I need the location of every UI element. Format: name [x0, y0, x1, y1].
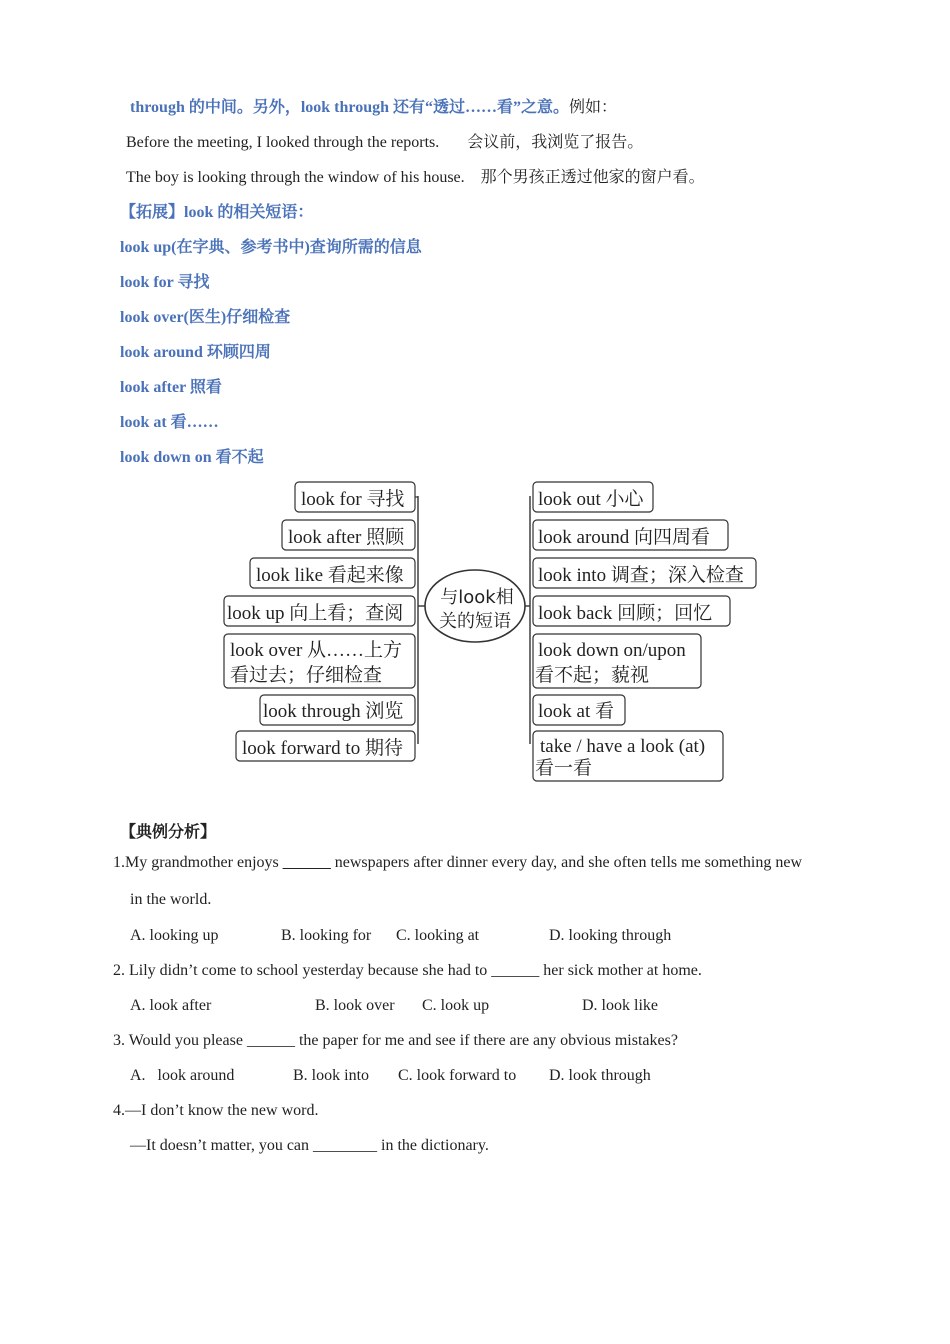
example-sentence-1-en: Before the meeting, I looked through the reports.	[126, 134, 440, 151]
question-3-option-a: A. look around	[130, 1067, 235, 1084]
question-3-option-c: C. look forward to	[398, 1067, 517, 1084]
example-sentence-1	[126, 129, 643, 152]
question-2-option-d: D. look like	[582, 997, 658, 1014]
question-2-option-a: A. look after	[130, 997, 212, 1014]
question-1-option-b: B. looking for	[281, 927, 372, 944]
intro-line-1	[130, 94, 617, 117]
intro-line-1-highlight: through 的中间。另外，look through 还有“透过……看”之意。	[130, 99, 570, 116]
examples-title: 【典例分析】	[120, 824, 217, 841]
mindmap-right-branch	[533, 482, 756, 781]
example-sentence-1-cn: 会议前，我浏览了报告。	[467, 134, 644, 151]
expand-item: look over(医生)仔细检查	[120, 309, 291, 326]
mindmap-center-line-1: 与look相	[440, 587, 514, 608]
mindmap-left-node-text: look forward to 期待	[242, 738, 403, 759]
expand-item: look for 寻找	[120, 274, 210, 291]
question-4-line-1: 4.—I don’t know the new word.	[113, 1102, 319, 1119]
example-sentence-2	[126, 164, 705, 187]
question-1-option-d: D. looking through	[549, 927, 672, 944]
expand-item: look at 看……	[120, 414, 219, 431]
question-1-continuation: in the world.	[130, 891, 212, 908]
look-phrases-mindmap	[0, 476, 950, 796]
mindmap-left-node-text: look for 寻找	[301, 489, 405, 510]
question-2-option-c: C. look up	[422, 997, 490, 1014]
question-3-option-b: B. look into	[293, 1067, 370, 1084]
expand-item: look after 照看	[120, 379, 222, 396]
question-1-option-c: C. looking at	[396, 927, 480, 944]
example-sentence-2-cn: 那个男孩正透过他家的窗户看。	[480, 169, 705, 186]
mindmap-left-branch	[224, 482, 418, 761]
question-1	[113, 854, 802, 872]
mindmap-right-node-text-line-2: 看不起；藐视	[535, 665, 650, 686]
expand-title: 【拓展】look 的相关短语：	[120, 204, 314, 221]
mindmap-right-node-text-line-2: 看一看	[535, 758, 593, 779]
mindmap-left-node-text: look through 浏览	[263, 701, 404, 722]
mindmap-center-line-2: 关的短语	[439, 611, 511, 632]
question-1-blank: ______	[282, 854, 331, 871]
expand-item: look down on 看不起	[120, 449, 264, 466]
question-2: 2. Lily didn’t come to school yesterday because she had to ______ her sick mother at home.	[113, 962, 702, 979]
mindmap-right-node-text: look around 向四周看	[538, 527, 711, 548]
mindmap-left-node-text: look over 从……上方	[230, 640, 403, 661]
mindmap-right-node-text: look into 调查；深入检查	[538, 565, 744, 586]
mindmap-right-node-text: look out 小心	[538, 489, 644, 510]
mindmap-left-node-text: look like 看起来像	[256, 565, 404, 586]
mindmap-right-node-text: look back 回顾；回忆	[538, 603, 713, 624]
intro-line-1-tail: 例如：	[569, 99, 618, 116]
question-2-option-b: B. look over	[315, 997, 395, 1014]
question-3-option-d: D. look through	[549, 1067, 651, 1084]
mindmap-left-node-text: look after 照顾	[288, 527, 405, 548]
mindmap-right-node-text: take / have a look (at)	[540, 736, 706, 757]
mindmap-right-node-text: look at 看	[538, 701, 614, 722]
expand-item: look up(在字典、参考书中)查询所需的信息	[120, 239, 422, 256]
question-1-post: newspapers after dinner every day, and she often tells me something new	[330, 854, 802, 871]
mindmap-left-node-text: look up 向上看；查阅	[227, 603, 404, 624]
question-4-line-2: —It doesn’t matter, you can ________ in the dictionary.	[130, 1137, 489, 1154]
question-1-option-a: A. looking up	[130, 927, 219, 944]
mindmap-right-node-text: look down on/upon	[538, 640, 686, 661]
question-3: 3. Would you please ______ the paper for me and see if there are any obvious mistakes?	[113, 1032, 678, 1049]
mindmap-left-node-text-line-2: 看过去；仔细检查	[230, 665, 383, 686]
question-1-pre: 1.My grandmother enjoys	[113, 854, 283, 871]
expand-item: look around 环顾四周	[120, 344, 271, 361]
example-sentence-2-en: The boy is looking through the window of his house.	[126, 169, 465, 186]
